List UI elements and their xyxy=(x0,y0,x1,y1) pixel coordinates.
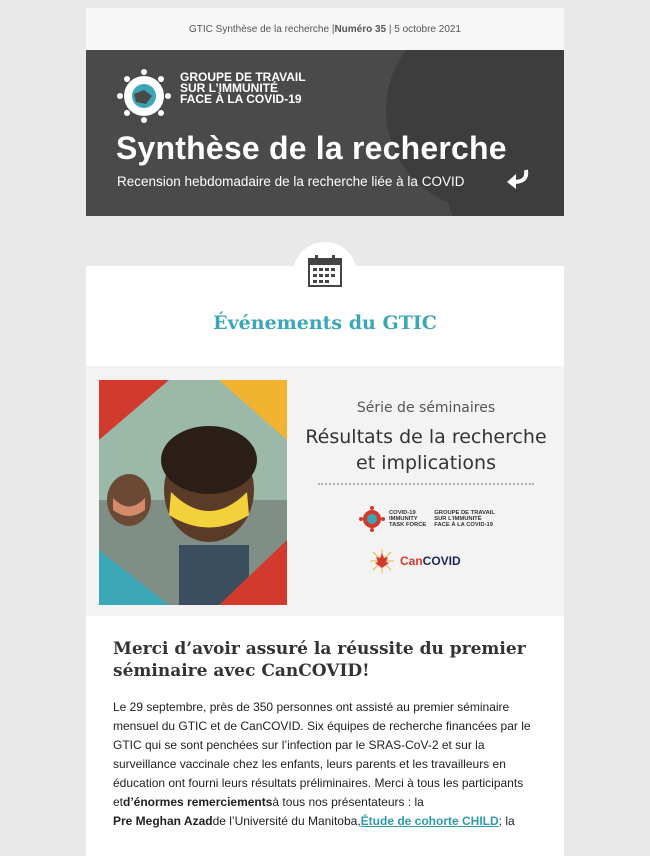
virus-small-icon xyxy=(359,506,385,532)
issue-number: Numéro 35 xyxy=(334,24,387,35)
photo-illustration xyxy=(99,380,287,605)
calendar-icon xyxy=(307,254,343,288)
curved-arrow-icon xyxy=(504,168,530,190)
virus-logo-icon xyxy=(116,68,172,124)
calendar-badge xyxy=(293,242,357,306)
issue-date: | 5 octobre 2021 xyxy=(386,24,461,35)
seminar-title: Résultats de la recherche et implications xyxy=(305,426,547,474)
issue-prefix: GTIC Synthèse de la recherche | xyxy=(188,24,335,35)
dotted-divider xyxy=(318,483,534,485)
seminar-banner[interactable] xyxy=(86,366,564,616)
newsletter xyxy=(86,8,564,856)
newsletter-subtitle: Recension hebdomadaire de la recherche liée à la COVID xyxy=(117,174,465,189)
cancovid-logo: Can COVID xyxy=(369,548,461,574)
child-cohort-link[interactable]: Étude de cohorte CHILD xyxy=(360,814,499,828)
citf-logo xyxy=(359,506,495,532)
article xyxy=(86,616,564,856)
maple-leaf-icon xyxy=(369,548,395,574)
events-heading: Événements du GTIC xyxy=(213,312,437,334)
child-mask-photo xyxy=(99,380,287,605)
citf-logo-fr: GROUPE DE TRAVAIL SUR L’IMMUNITÉ FACE À LA COVID-19 xyxy=(434,510,495,528)
header-banner xyxy=(86,50,564,216)
newsletter-title: Synthèse de la recherche xyxy=(116,130,507,166)
article-heading: Merci d’avoir assuré la réussite du premier séminaire avec CanCOVID! xyxy=(113,639,526,681)
section-gap xyxy=(86,216,564,266)
seminar-series: Série de séminaires xyxy=(356,400,496,416)
citf-logo-en: COVID-19 IMMUNITY TASK FORCE xyxy=(389,510,427,528)
issue-line xyxy=(86,8,564,50)
seminar-text xyxy=(301,400,551,476)
article-body: Le 29 septembre, près de 350 personnes ont assisté au premier séminaire mensuel du GTIC et de CanCOVID. Six équipes de recherche financées par le GTIC qui se sont penchées sur l’infection par le SRAS-CoV-2 et sur la surveillance vaccinale chez les enfants, leurs parents et les travailleurs en éducation ont fourni leurs résultats préliminaires. Merci à tous les participants etd’énormes remerciementsà tous nos présentateurs : la Pre Meghan Azadde l’Université du Manitoba,Étude de cohorte CHILD; la xyxy=(113,700,531,828)
org-name: GROUPE DE TRAVAIL SUR L’IMMUNITÉ FACE À LA COVID-19 xyxy=(180,70,306,106)
